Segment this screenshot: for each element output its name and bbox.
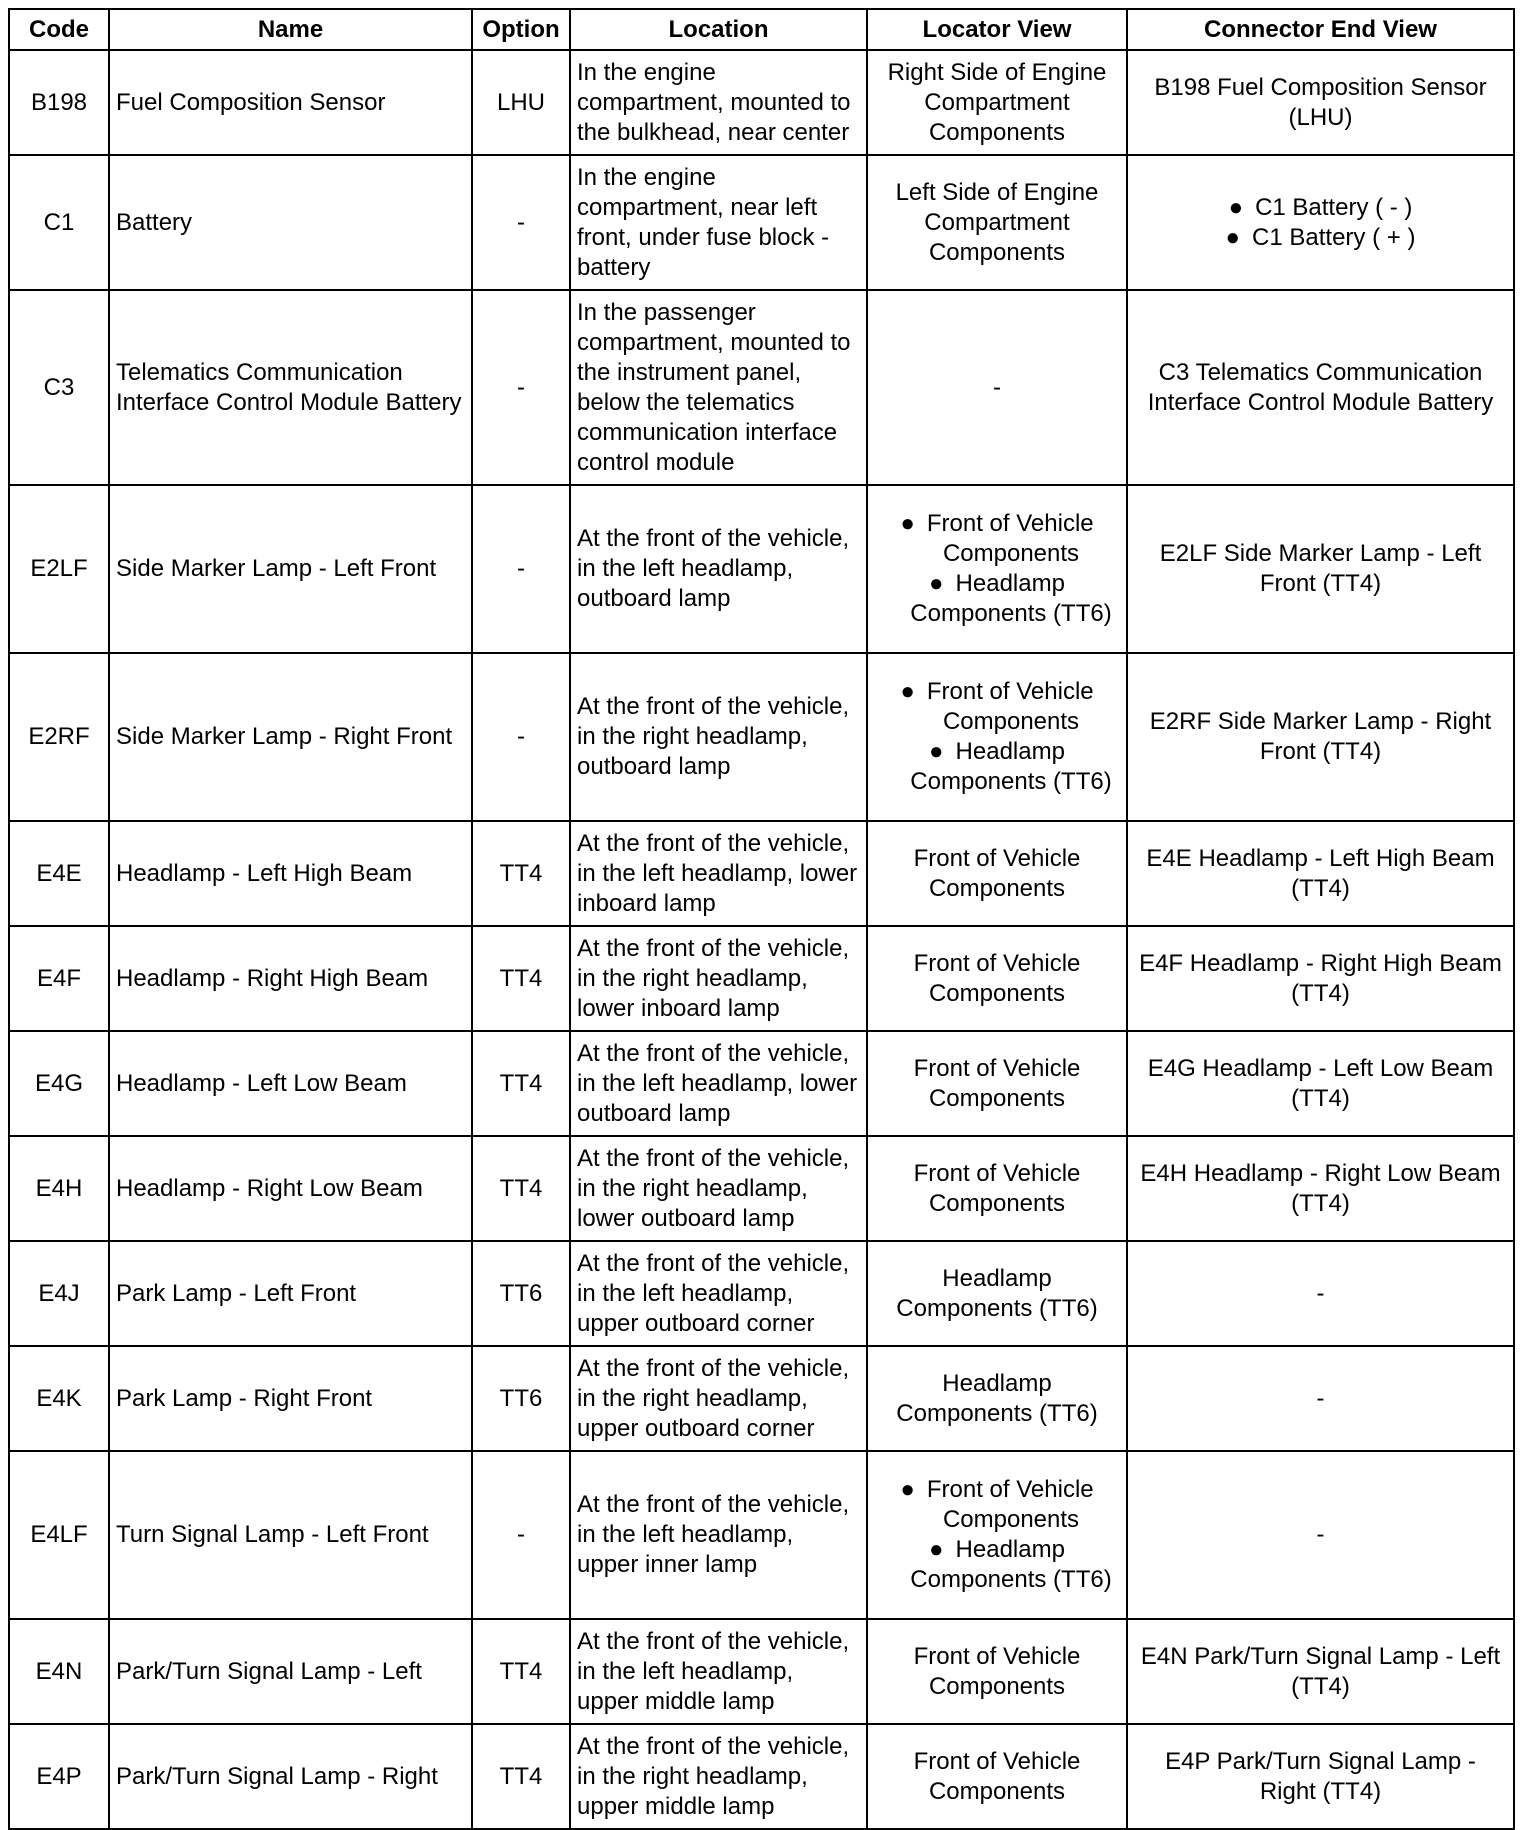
bullet-icon: ● bbox=[929, 1536, 944, 1563]
cell-locator-view bbox=[867, 926, 1127, 1031]
cell-option: - bbox=[472, 1451, 570, 1619]
locator-view-bullet-item bbox=[874, 509, 1120, 569]
cell-location: At the front of the vehicle, in the left headlamp, lower outboard lamp bbox=[570, 1031, 867, 1136]
cell-connector-end-view bbox=[1127, 290, 1514, 485]
cell-name: Fuel Composition Sensor bbox=[109, 50, 472, 155]
connector-end-view-bullet-item bbox=[1134, 223, 1507, 253]
header-connector-end-view: Connector End View bbox=[1127, 9, 1514, 50]
cell-name: Park/Turn Signal Lamp - Left bbox=[109, 1619, 472, 1724]
cell-code: E2LF bbox=[9, 485, 109, 653]
connector-end-view-text: E4F Headlamp - Right High Beam (TT4) bbox=[1139, 949, 1502, 1007]
cell-connector-end-view bbox=[1127, 1136, 1514, 1241]
cell-connector-end-view bbox=[1127, 821, 1514, 926]
locator-view-text: Headlamp Components (TT6) bbox=[910, 570, 1112, 627]
connector-end-view-bullet-list bbox=[1134, 193, 1507, 253]
cell-name: Turn Signal Lamp - Left Front bbox=[109, 1451, 472, 1619]
locator-view-bullet-list bbox=[874, 509, 1120, 629]
cell-location: At the front of the vehicle, in the left headlamp, upper outboard corner bbox=[570, 1241, 867, 1346]
cell-locator-view bbox=[867, 1031, 1127, 1136]
locator-view-text: Headlamp Components (TT6) bbox=[896, 1369, 1098, 1427]
locator-view-text: Right Side of Engine Compartment Components bbox=[887, 58, 1107, 146]
cell-option: TT4 bbox=[472, 1619, 570, 1724]
cell-code: E4LF bbox=[9, 1451, 109, 1619]
cell-locator-view bbox=[867, 1724, 1127, 1829]
cell-location: At the front of the vehicle, in the right headlamp, upper middle lamp bbox=[570, 1724, 867, 1829]
cell-code: E4K bbox=[9, 1346, 109, 1451]
cell-option: TT6 bbox=[472, 1346, 570, 1451]
locator-view-bullet-item bbox=[874, 737, 1120, 797]
bullet-icon: ● bbox=[929, 570, 944, 597]
table-row bbox=[9, 155, 1514, 290]
cell-name: Headlamp - Right High Beam bbox=[109, 926, 472, 1031]
cell-name: Telematics Communication Interface Control Module Battery bbox=[109, 290, 472, 485]
cell-locator-view bbox=[867, 1136, 1127, 1241]
table-row bbox=[9, 290, 1514, 485]
cell-code: B198 bbox=[9, 50, 109, 155]
table-row bbox=[9, 821, 1514, 926]
cell-name: Headlamp - Left High Beam bbox=[109, 821, 472, 926]
connector-end-view-text: E4E Headlamp - Left High Beam (TT4) bbox=[1146, 844, 1495, 902]
connector-end-view-text: - bbox=[1316, 1384, 1325, 1412]
cell-connector-end-view bbox=[1127, 1031, 1514, 1136]
cell-locator-view bbox=[867, 821, 1127, 926]
cell-option: TT4 bbox=[472, 1031, 570, 1136]
cell-connector-end-view bbox=[1127, 1724, 1514, 1829]
cell-location: At the front of the vehicle, in the left headlamp, outboard lamp bbox=[570, 485, 867, 653]
cell-location: In the engine compartment, near left front, under fuse block - battery bbox=[570, 155, 867, 290]
table-body bbox=[9, 50, 1514, 1829]
cell-code: E4E bbox=[9, 821, 109, 926]
locator-view-text: Front of Vehicle Components bbox=[913, 1054, 1081, 1112]
locator-view-bullet-item bbox=[874, 677, 1120, 737]
locator-view-text: Headlamp Components (TT6) bbox=[910, 1536, 1112, 1593]
locator-view-text: - bbox=[993, 373, 1001, 401]
locator-view-text: Front of Vehicle Components bbox=[913, 949, 1081, 1007]
cell-code: E4H bbox=[9, 1136, 109, 1241]
cell-option: TT6 bbox=[472, 1241, 570, 1346]
table-row bbox=[9, 1031, 1514, 1136]
bullet-icon: ● bbox=[929, 738, 944, 765]
locator-view-text: Front of Vehicle Components bbox=[926, 1476, 1094, 1533]
cell-location: At the front of the vehicle, in the left headlamp, lower inboard lamp bbox=[570, 821, 867, 926]
header-location: Location bbox=[570, 9, 867, 50]
bullet-icon: ● bbox=[900, 678, 915, 705]
connector-end-view-text: - bbox=[1316, 1279, 1325, 1307]
connector-end-view-text: E2RF Side Marker Lamp - Right Front (TT4) bbox=[1149, 708, 1492, 765]
cell-name: Battery bbox=[109, 155, 472, 290]
cell-locator-view bbox=[867, 50, 1127, 155]
cell-option: - bbox=[472, 653, 570, 821]
cell-name: Park/Turn Signal Lamp - Right bbox=[109, 1724, 472, 1829]
cell-connector-end-view bbox=[1127, 1346, 1514, 1451]
cell-connector-end-view bbox=[1127, 1451, 1514, 1619]
cell-name: Park Lamp - Right Front bbox=[109, 1346, 472, 1451]
connector-end-view-text: C3 Telematics Communication Interface Control Module Battery bbox=[1147, 358, 1494, 416]
bullet-icon: ● bbox=[1228, 193, 1244, 221]
table-row bbox=[9, 926, 1514, 1031]
cell-locator-view bbox=[867, 653, 1127, 821]
cell-locator-view bbox=[867, 1241, 1127, 1346]
header-code: Code bbox=[9, 9, 109, 50]
cell-connector-end-view bbox=[1127, 926, 1514, 1031]
cell-option: - bbox=[472, 290, 570, 485]
table-row bbox=[9, 1136, 1514, 1241]
cell-connector-end-view bbox=[1127, 1241, 1514, 1346]
connector-end-view-text: C1 Battery ( + ) bbox=[1252, 223, 1416, 251]
locator-view-text: Front of Vehicle Components bbox=[926, 510, 1094, 567]
locator-view-bullet-item bbox=[874, 1535, 1120, 1595]
cell-code: C3 bbox=[9, 290, 109, 485]
cell-name: Headlamp - Left Low Beam bbox=[109, 1031, 472, 1136]
connector-end-view-text: E4P Park/Turn Signal Lamp - Right (TT4) bbox=[1165, 1747, 1476, 1805]
table-row bbox=[9, 653, 1514, 821]
cell-locator-view bbox=[867, 485, 1127, 653]
connector-end-view-text: E4H Headlamp - Right Low Beam (TT4) bbox=[1140, 1159, 1501, 1217]
cell-option: TT4 bbox=[472, 1136, 570, 1241]
cell-locator-view bbox=[867, 1451, 1127, 1619]
cell-connector-end-view bbox=[1127, 50, 1514, 155]
locator-view-text: Left Side of Engine Compartment Components bbox=[895, 178, 1099, 266]
cell-location: At the front of the vehicle, in the right headlamp, upper outboard corner bbox=[570, 1346, 867, 1451]
cell-option: TT4 bbox=[472, 926, 570, 1031]
cell-name: Headlamp - Right Low Beam bbox=[109, 1136, 472, 1241]
cell-name: Park Lamp - Left Front bbox=[109, 1241, 472, 1346]
locator-view-bullet-item bbox=[874, 1475, 1120, 1535]
header-option: Option bbox=[472, 9, 570, 50]
cell-code: E4P bbox=[9, 1724, 109, 1829]
locator-view-text: Front of Vehicle Components bbox=[913, 844, 1081, 902]
locator-view-bullet-item bbox=[874, 569, 1120, 629]
table-row bbox=[9, 1619, 1514, 1724]
bullet-icon: ● bbox=[900, 510, 915, 537]
cell-code: E2RF bbox=[9, 653, 109, 821]
cell-code: E4G bbox=[9, 1031, 109, 1136]
table-row bbox=[9, 1346, 1514, 1451]
cell-locator-view bbox=[867, 1619, 1127, 1724]
table-row bbox=[9, 485, 1514, 653]
locator-view-text: Front of Vehicle Components bbox=[913, 1747, 1081, 1805]
table-row bbox=[9, 1451, 1514, 1619]
connector-end-view-text: - bbox=[1316, 1521, 1325, 1548]
cell-location: At the front of the vehicle, in the left headlamp, upper middle lamp bbox=[570, 1619, 867, 1724]
header-row bbox=[9, 9, 1514, 50]
cell-option: TT4 bbox=[472, 821, 570, 926]
bullet-icon: ● bbox=[1225, 223, 1241, 251]
table-row bbox=[9, 50, 1514, 155]
connector-end-view-text: C1 Battery ( - ) bbox=[1255, 193, 1413, 221]
cell-connector-end-view bbox=[1127, 653, 1514, 821]
locator-view-text: Front of Vehicle Components bbox=[926, 678, 1094, 735]
cell-code: E4J bbox=[9, 1241, 109, 1346]
locator-view-text: Headlamp Components (TT6) bbox=[896, 1264, 1098, 1322]
cell-connector-end-view bbox=[1127, 485, 1514, 653]
cell-location: In the engine compartment, mounted to the bulkhead, near center bbox=[570, 50, 867, 155]
cell-option: TT4 bbox=[472, 1724, 570, 1829]
locator-view-bullet-list bbox=[874, 1475, 1120, 1595]
cell-name: Side Marker Lamp - Right Front bbox=[109, 653, 472, 821]
connector-end-view-bullet-item bbox=[1134, 193, 1507, 223]
header-locator-view: Locator View bbox=[867, 9, 1127, 50]
connector-end-view-text: B198 Fuel Composition Sensor (LHU) bbox=[1154, 73, 1487, 131]
cell-location: At the front of the vehicle, in the right headlamp, lower inboard lamp bbox=[570, 926, 867, 1031]
cell-name: Side Marker Lamp - Left Front bbox=[109, 485, 472, 653]
cell-locator-view bbox=[867, 155, 1127, 290]
component-table bbox=[8, 8, 1515, 1830]
table-row bbox=[9, 1241, 1514, 1346]
cell-locator-view bbox=[867, 290, 1127, 485]
cell-location: In the passenger compartment, mounted to the instrument panel, below the telematics communication interface control module bbox=[570, 290, 867, 485]
header-name: Name bbox=[109, 9, 472, 50]
cell-option: - bbox=[472, 485, 570, 653]
cell-option: LHU bbox=[472, 50, 570, 155]
cell-connector-end-view bbox=[1127, 1619, 1514, 1724]
cell-code: C1 bbox=[9, 155, 109, 290]
cell-option: - bbox=[472, 155, 570, 290]
cell-location: At the front of the vehicle, in the right headlamp, lower outboard lamp bbox=[570, 1136, 867, 1241]
locator-view-text: Front of Vehicle Components bbox=[913, 1642, 1081, 1700]
table-row bbox=[9, 1724, 1514, 1829]
connector-end-view-text: E2LF Side Marker Lamp - Left Front (TT4) bbox=[1159, 540, 1482, 597]
locator-view-text: Front of Vehicle Components bbox=[913, 1159, 1081, 1217]
bullet-icon: ● bbox=[900, 1476, 915, 1503]
connector-end-view-text: E4G Headlamp - Left Low Beam (TT4) bbox=[1147, 1054, 1494, 1112]
locator-view-text: Headlamp Components (TT6) bbox=[910, 738, 1112, 795]
cell-code: E4F bbox=[9, 926, 109, 1031]
connector-end-view-text: E4N Park/Turn Signal Lamp - Left (TT4) bbox=[1140, 1642, 1501, 1700]
cell-connector-end-view bbox=[1127, 155, 1514, 290]
cell-location: At the front of the vehicle, in the left headlamp, upper inner lamp bbox=[570, 1451, 867, 1619]
locator-view-bullet-list bbox=[874, 677, 1120, 797]
cell-locator-view bbox=[867, 1346, 1127, 1451]
cell-code: E4N bbox=[9, 1619, 109, 1724]
cell-location: At the front of the vehicle, in the right headlamp, outboard lamp bbox=[570, 653, 867, 821]
